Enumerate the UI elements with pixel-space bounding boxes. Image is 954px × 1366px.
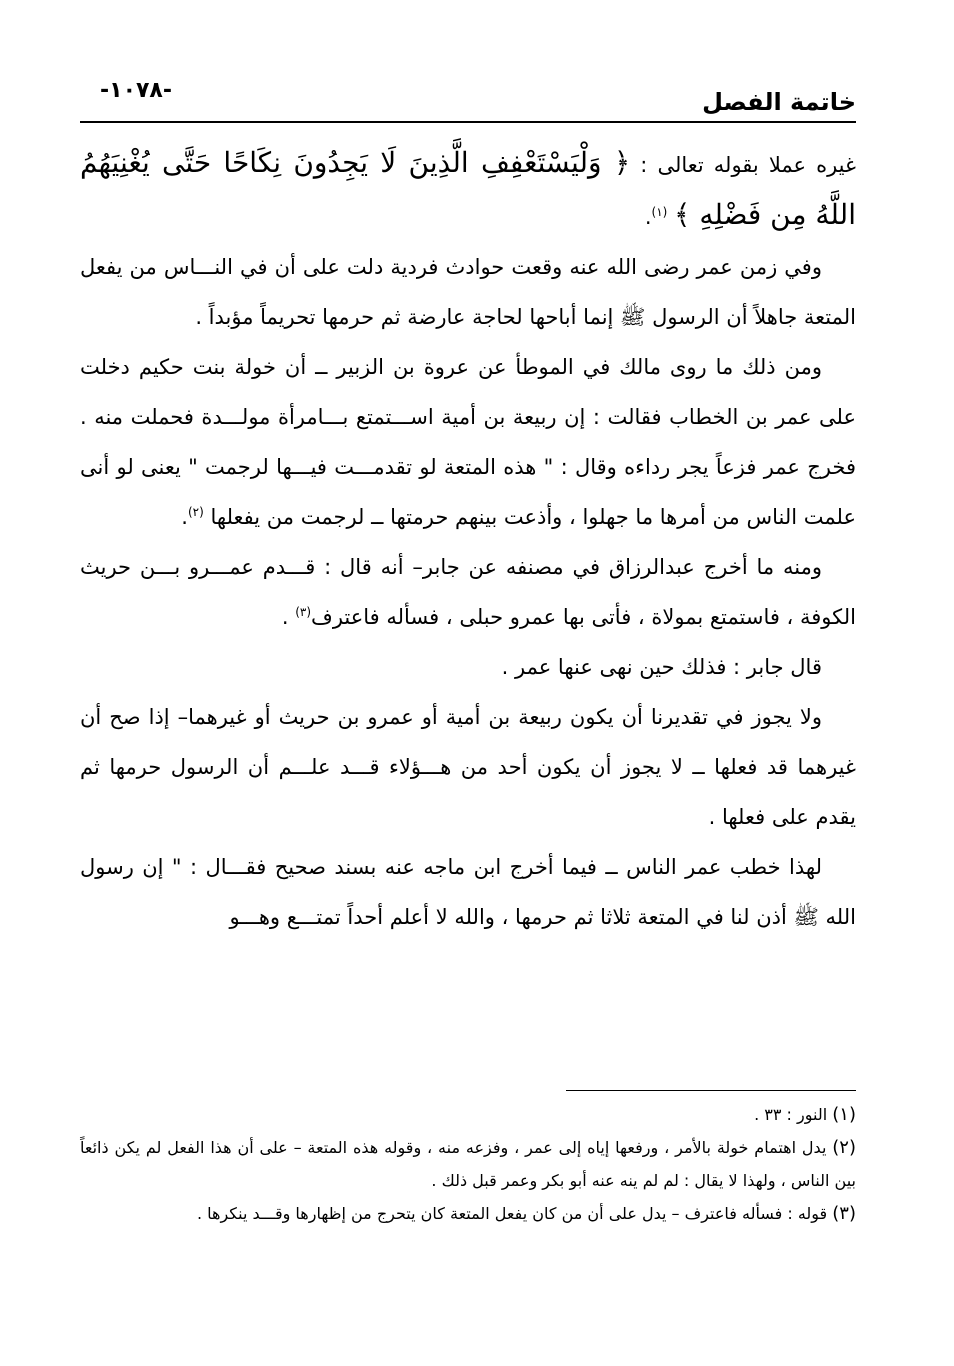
footnote-1: [80, 1098, 856, 1131]
paragraph-3-text: ومن ذلك ما روى مالك في الموطأ عن عروة بن الزبير ــ أن خولة بنت حكيم دخلت على عمر بن الخطاب فقالت : إن ربيعة بن أمية اســـتمتع بـــامرأة مولـــدة فحملت منه . فخرج عمر فزعاً يجر رداءه وقال : " هذه المتعة لو تقدمـــت فيـــها لرجمت " يعنى لو أنى علمت الناس من أمرها ما جهلوا ، وأذعت بينهم حرمتها ــ لرجمت من يفعلها: [80, 355, 856, 529]
footnote-number-2: (٢): [832, 1137, 856, 1158]
paragraph-5: قال جابر : فذلك حين نهى عنها عمر .: [501, 655, 822, 679]
footnotes: [80, 1098, 856, 1230]
main-text: [80, 138, 856, 942]
paragraph-4-text: ومنه ما أخرج عبدالرزاق في مصنفه عن جابر– أنه قال : قـــدم عمـــرو بـــن حريث الكوفة ، فاستمتع بمولاة ، فأتى بها عمرو حبلى ، فسأله فاعترف: [80, 555, 856, 629]
header-divider: [80, 121, 856, 123]
footnote-number-3: (٣): [832, 1203, 856, 1224]
footnote-text-3: قوله : فسأله فاعترف – يدل على أن من كان يفعل المتعة كان يتحرج من إظهارها وقـــد ينكرها .: [196, 1204, 833, 1223]
verse-intro: غيره عملا بقوله تعالى :: [630, 153, 856, 177]
chapter-title: خاتمة الفصل: [702, 88, 856, 116]
page-number: -١٠٧٨-: [100, 78, 172, 103]
footnote-ref-2: (٢): [187, 505, 204, 519]
footnote-text-2: يدل اهتمام خولة بالأمر ، ورفعها إياه إلى عمر ، وفزعه منه ، وقوله هذه المتعة – على أن هذا الفعل لم يكن ذائعاً بين الناس ، ولهذا لا يقال : لم لم ينه عنه أبو بكر وعمر قبل ذلك .: [80, 1138, 856, 1190]
paragraph-1: غيره عملا بقوله تعالى : ﴿ وَلْيَسْتَعْفِفِ الَّذِينَ لَا يَجِدُونَ نِكَاحًا حَتَّى يُغْنِيَهُمُ اللَّهُ مِن فَضْلِهِ ﴾ $^{(١)}$.: [80, 146, 856, 231]
quran-verse: ﴿ وَلْيَسْتَعْفِفِ الَّذِينَ لَا يَجِدُونَ نِكَاحًا حَتَّى يُغْنِيَهُمُ اللَّهُ مِن فَضْلِهِ ﴾: [80, 146, 856, 231]
footnote-2: [80, 1131, 856, 1197]
paragraph-3: [80, 342, 856, 542]
paragraph-4-end: .: [281, 605, 296, 629]
paragraph-4: [80, 542, 856, 642]
document-page: [80, 0, 856, 1366]
paragraph-2: وفي زمن عمر رضى الله عنه وقعت حوادث فردية دلت على أن في النـــاس من يفعل المتعة جاهلاً أن الرسول ﷺ إنما أباحها لحاجة عارضة ثم حرمها تحريماً مؤبداً .: [80, 255, 856, 329]
page-header: [80, 78, 856, 126]
footnote-ref-1: (١): [651, 205, 668, 219]
footnote-text-1: النور : ٣٣ .: [754, 1105, 833, 1124]
footnote-ref-3: (٣): [295, 605, 312, 619]
paragraph-6: ولا يجوز في تقديرنا أن يكون ربيعة بن أمية أو عمرو بن حريث أو غيرهما– إذا صح أن غيرهما قد فعلها ــ لا يجوز أن يكون أحد من هـــؤلاء قـــد علـــم أن الرسول حرمها ثم يقدم على فعلها .: [80, 705, 856, 829]
footnote-3: [80, 1197, 856, 1230]
footnote-number-1: (١): [832, 1104, 856, 1125]
paragraph-3-end: .: [181, 505, 188, 529]
paragraph-7: لهذا خطب عمر الناس ــ فيما أخرج ابن ماجه عنه بسند صحيح فقـــال : " إن رسول الله ﷺ أذن لنا في المتعة ثلاثا ثم حرمها ، والله لا أعلم أحداً تمتـــع وهـــو: [80, 855, 856, 929]
footnote-divider: [566, 1090, 856, 1091]
